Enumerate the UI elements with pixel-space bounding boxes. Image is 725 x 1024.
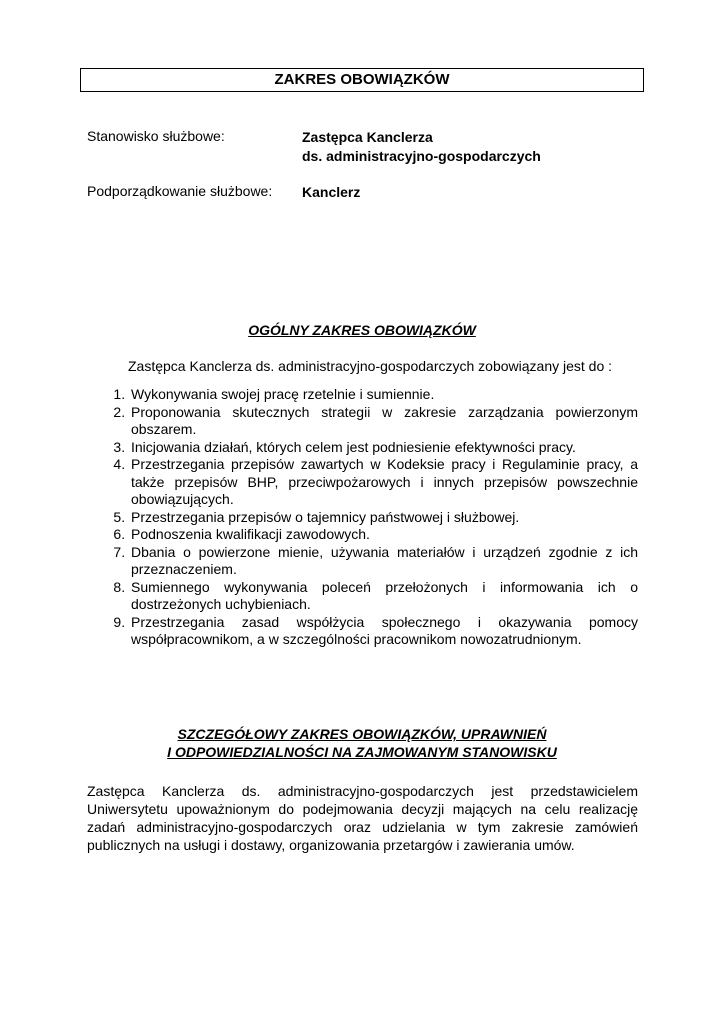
detailed-heading [80,725,644,761]
duty-item: 2. Proponowania skutecznych strategii w zakresie zarządzania powierzonym obszarem. [129,404,638,439]
position-value [302,128,541,166]
detailed-heading-line2: I ODPOWIEDZIALNOŚCI NA ZAJMOWANYM STANOWISKU [167,744,557,760]
duty-item: 9. Przestrzegania zasad współżycia społecznego i okazywania pomocy współpracownikom, a w szczególności pracownikom nowozatrudnionym. [129,614,638,649]
detailed-paragraph: Zastępca Kanclerza ds. administracyjno-gospodarczych jest przedstawicielem Uniwersytetu upoważnionym do podejmowania decyzji mających na celu realizację zadań administracyjno-gospodarczych oraz udzielania w tym zakresie zamówień publicznych na usługi i dostawy, organizowania przetargów i zawierania umów. [87,783,638,853]
duty-item: 6. Podnoszenia kwalifikacji zawodowych. [129,526,638,544]
position-value-line1: Zastępca Kanclerza [302,129,433,145]
subordination-value: Kanclerz [302,184,361,200]
position-value-line2: ds. administracyjno-gospodarczych [302,148,541,164]
subordination-label: Podporządkowanie służbowe: [87,183,273,199]
duty-item: 7. Dbania o powierzone mienie, używania materiałów i urządzeń zgodnie z ich przeznaczeniem. [129,544,638,579]
duty-item: 8. Sumiennego wykonywania poleceń przełożonych i informowania ich o dostrzeżonych uchybieniach. [129,579,638,614]
duty-item: 3. Inicjowania działań, których celem jest podniesienie efektywności pracy. [129,439,638,457]
position-label: Stanowisko służbowe: [87,128,225,144]
detailed-heading-line1: SZCZEGÓŁOWY ZAKRES OBOWIĄZKÓW, UPRAWNIEŃ [177,726,547,742]
duty-item: 1. Wykonywania swojej pracę rzetelnie i sumiennie. [129,386,638,404]
duty-item: 5. Przestrzegania przepisów o tajemnicy państwowej i służbowej. [129,509,638,527]
duty-item: 4. Przestrzegania przepisów zawartych w Kodeksie pracy i Regulaminie pracy, a także przepisów BHP, przeciwpożarowych i innych przepisów powszechnie obowiązujących. [129,456,638,509]
general-intro: Zastępca Kanclerza ds. administracyjno-gospodarczych zobowiązany jest do : [128,358,613,374]
duties-list [87,386,638,649]
document-title: ZAKRES OBOWIĄZKÓW [80,68,644,92]
general-heading: OGÓLNY ZAKRES OBOWIĄZKÓW [248,322,476,338]
